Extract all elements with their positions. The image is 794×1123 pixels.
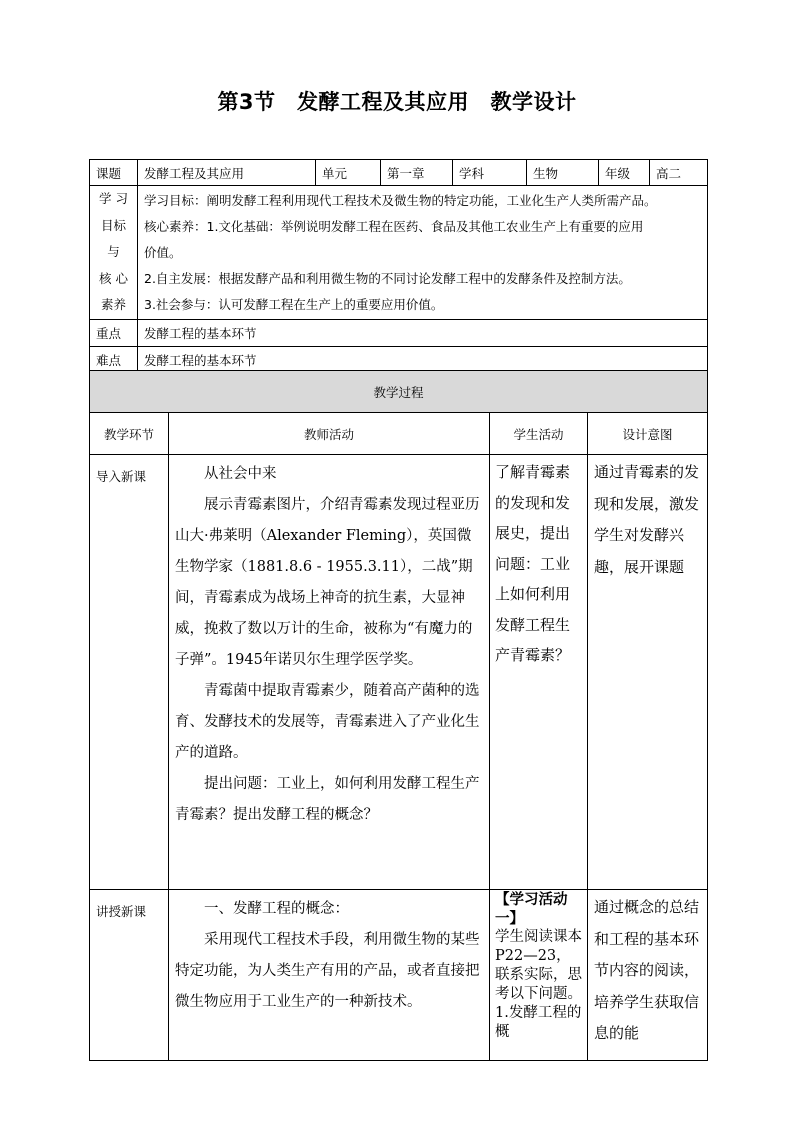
- student-activity-label: 【学习活动一】: [495, 891, 568, 927]
- subject-value: 生物: [527, 160, 599, 186]
- table-row: [90, 455, 708, 890]
- topic-value: 发酵工程及其应用: [138, 160, 316, 186]
- header-teacher: 教师活动: [169, 413, 490, 455]
- unit-value: 第一章: [381, 160, 453, 186]
- table-row: [90, 890, 708, 1061]
- grade-value: 高二: [650, 160, 708, 186]
- student-activity-text: 学生阅读课本P22—23，联系实际，思考以下问题。1.发酵工程的概: [495, 929, 582, 1040]
- grade-label: 年级: [599, 160, 650, 186]
- student-activity: 了解青霉素的发现和发展史，提出问题：工业上如何利用发酵工程生产青霉素？: [490, 455, 588, 890]
- process-section-title: 教学过程: [90, 371, 708, 413]
- goal-line: 核心素养：1.文化基础：举例说明发酵工程在医药、食品及其他工农业生产上有重要的应用: [144, 219, 644, 235]
- goal-line: 3.社会参与：认可发酵工程在生产上的重要应用价值。: [144, 297, 444, 313]
- stage-cell: 讲授新课: [90, 890, 169, 1061]
- difficult-point-text: 发酵工程的基本环节: [138, 346, 708, 373]
- subject-label: 学科: [453, 160, 527, 186]
- header-student: 学生活动: [490, 413, 588, 455]
- process-table: [89, 370, 708, 1061]
- goal-line: 价值。: [144, 245, 182, 261]
- teacher-activity: 一、发酵工程的概念： 采用现代工程技术手段，利用微生物的某些特定功能，为人类生产有用的产品，或者直接把微生物应用于工业生产的一种新技术。: [169, 890, 490, 1061]
- page-title: 第3节 发酵工程及其应用 教学设计: [217, 90, 577, 114]
- key-point-row: [90, 319, 708, 346]
- info-row: [90, 160, 708, 186]
- design-intent: 通过概念的总结和工程的基本环节内容的阅读，培养学生获取信息的能: [588, 890, 708, 1061]
- process-header-row: [90, 413, 708, 455]
- goals-row: [90, 186, 708, 320]
- stage-cell: 导入新课: [90, 455, 169, 890]
- difficult-point-label: 难点: [90, 346, 138, 373]
- info-table: [89, 159, 708, 374]
- unit-label: 单元: [316, 160, 381, 186]
- student-activity: [490, 890, 588, 1061]
- goal-line: 2.自主发展：根据发酵产品和利用微生物的不同讨论发酵工程中的发酵条件及控制方法。: [144, 271, 631, 287]
- design-intent: 通过青霉素的发现和发展，激发学生对发酵兴趣，展开课题: [588, 455, 708, 890]
- key-point-text: 发酵工程的基本环节: [138, 319, 708, 346]
- teacher-activity: 从社会中来 展示青霉素图片，介绍青霉素发现过程亚历山大·弗莱明（Alexander Fleming），英国微生物学家（1881.8.6 - 1955.3.11），二战”期间，青霉素成为战场上神奇的抗生素，大显神威，挽救了数以万计的生命，被称为“有魔力的子弹”。1945年诺贝尔生理学医学奖。 青霉菌中提取青霉素少，随着高产菌种的选育、发酵技术的发展等，青霉素进入了产业化生产的道路。 提出问题：工业上，如何利用发酵工程生产青霉素？提出发酵工程的概念？: [169, 455, 490, 890]
- header-intent: 设计意图: [588, 413, 708, 455]
- goal-line: 学习目标：阐明发酵工程利用现代工程技术及微生物的特定功能，工业化生产人类所需产品。: [144, 193, 657, 209]
- key-point-label: 重点: [90, 319, 138, 346]
- goals-content: [138, 186, 708, 320]
- header-stage: 教学环节: [90, 413, 169, 455]
- difficult-point-row: [90, 346, 708, 373]
- goals-label: 学 习 目标 与 核 心 素养: [90, 186, 138, 320]
- topic-label: 课题: [90, 160, 138, 186]
